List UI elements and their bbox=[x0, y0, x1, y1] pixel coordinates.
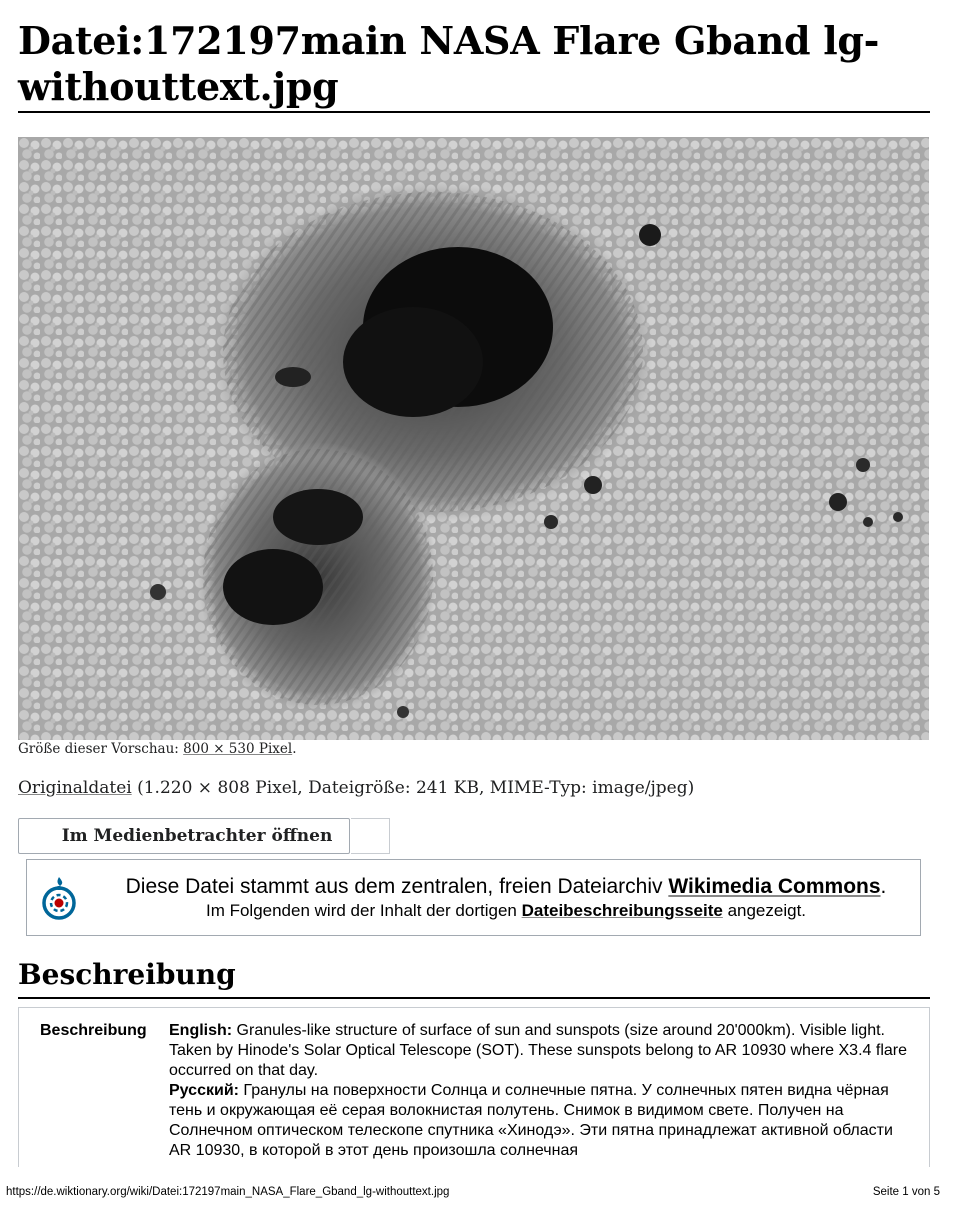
description-body bbox=[169, 1021, 909, 1161]
english-label: English: bbox=[169, 1022, 233, 1039]
russian-text: Гранулы на поверхности Солнца и солнечные пятна. У солнечных пятен видна чёрная тень и окружающая её серая волокнистая полутень. Снимок в видимом свете. Получен на Солнечном оптическом телескопе спутника «Хинодэ». Эти пятна принадлежат активной области AR 10930, в которой в этот день произошла солнечная bbox=[169, 1082, 893, 1159]
preview-size-prefix: Größe dieser Vorschau: bbox=[18, 741, 184, 757]
original-file-line bbox=[18, 778, 694, 798]
commons-line1-prefix: Diese Datei stammt aus dem zentralen, freien Dateiarchiv bbox=[125, 875, 669, 898]
preview-size-suffix: . bbox=[292, 741, 297, 757]
commons-notice-line2 bbox=[101, 901, 911, 921]
preview-size-line bbox=[18, 741, 296, 757]
wikimedia-commons-link[interactable]: Wikimedia Commons bbox=[668, 875, 881, 898]
description-divider bbox=[18, 997, 930, 999]
commons-line1-suffix: . bbox=[880, 875, 887, 898]
description-table bbox=[18, 1007, 930, 1167]
commons-line2-prefix: Im Folgenden wird der Inhalt der dortigen bbox=[205, 901, 522, 920]
english-text: Granules-like structure of surface of sun and sunspots (size around 20'000km). Visible light. Taken by Hinode's Solar Optical Telescope (SOT). These sunspots belong to AR 10930 where X3.4 flare occurred on that day. bbox=[169, 1022, 907, 1079]
description-label: Beschreibung bbox=[40, 1022, 147, 1039]
sunspot-image[interactable] bbox=[18, 137, 929, 740]
media-viewer-extra-button[interactable] bbox=[351, 818, 390, 854]
footer-page-indicator: Seite 1 von 5 bbox=[872, 1186, 940, 1198]
commons-line2-suffix: angezeigt. bbox=[722, 901, 807, 920]
page-title: Datei:172197main NASA Flare Gband lg-withouttext.jpg bbox=[18, 18, 880, 109]
wikimedia-commons-logo-icon bbox=[40, 873, 78, 921]
original-file-details: (1.220 × 808 Pixel, Dateigröße: 241 KB, MIME-Typ: image/jpeg) bbox=[131, 778, 695, 798]
file-description-page-link[interactable]: Dateibeschreibungsseite bbox=[521, 901, 723, 920]
sunspot-photo-icon bbox=[18, 137, 929, 740]
description-heading: Beschreibung bbox=[18, 958, 236, 991]
preview-size-link[interactable]: 800 × 530 Pixel bbox=[183, 741, 293, 757]
russian-label: Русский: bbox=[169, 1082, 239, 1099]
footer-url: https://de.wiktionary.org/wiki/Datei:172197main_NASA_Flare_Gband_lg-withouttext.jpg bbox=[6, 1186, 450, 1198]
original-file-link[interactable]: Originaldatei bbox=[18, 778, 132, 798]
open-media-viewer-button[interactable]: Im Medienbetrachter öffnen bbox=[18, 818, 350, 854]
commons-notice bbox=[26, 859, 921, 936]
commons-notice-line1 bbox=[101, 875, 911, 899]
title-divider bbox=[18, 111, 930, 113]
